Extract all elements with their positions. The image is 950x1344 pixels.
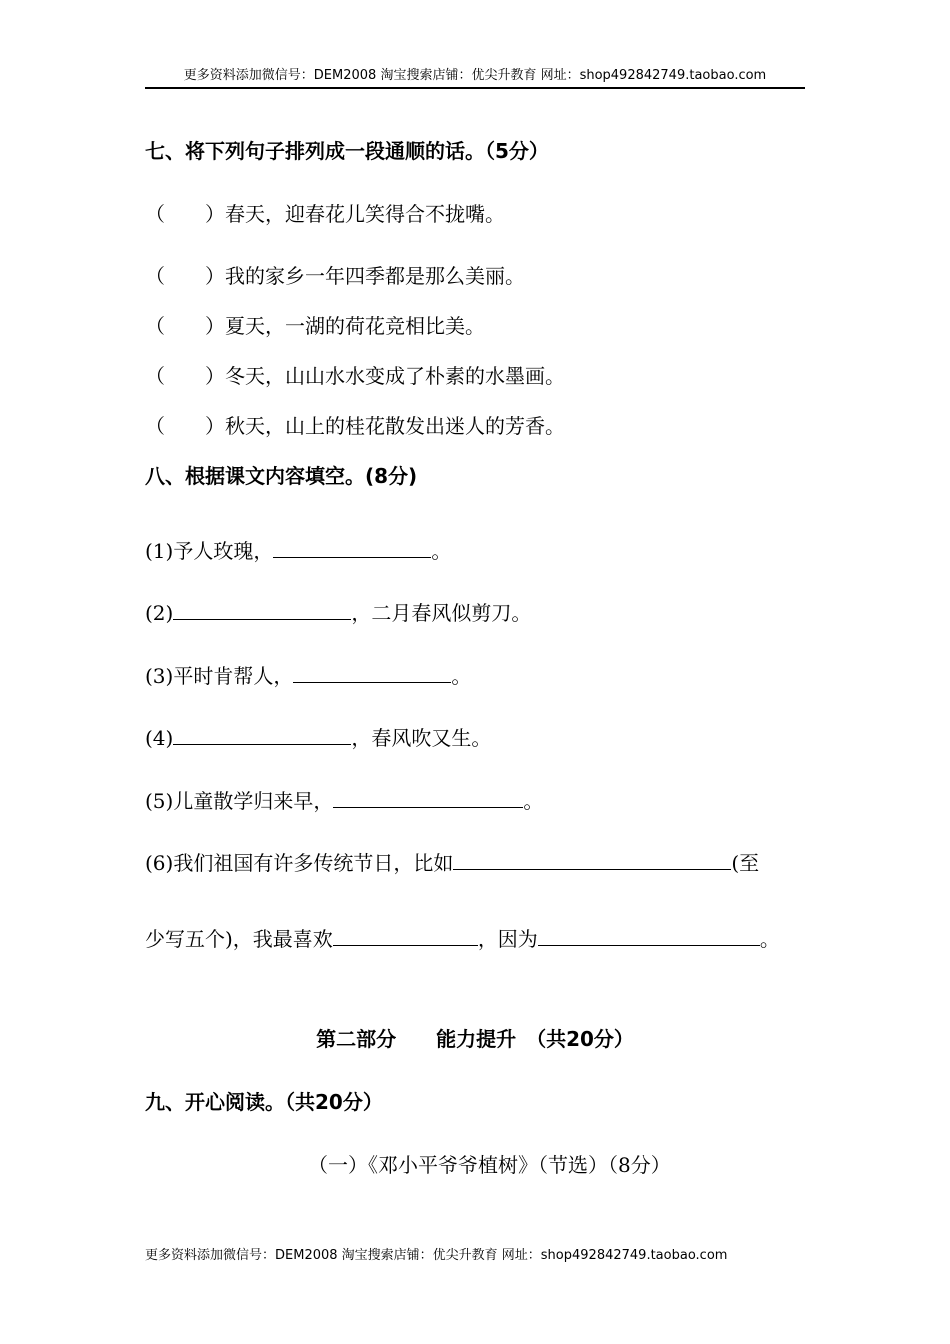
fill-in-question-5 — [145, 787, 543, 815]
fill-in-question-3 — [145, 662, 471, 690]
fill-in-question-4 — [145, 724, 491, 752]
reading-subtitle: （一）《邓小平爷爷植树》（节选）（8分） — [308, 1153, 671, 1177]
question-text: 。 — [759, 927, 780, 951]
question-text: (3)平时肯帮人， — [145, 664, 294, 688]
answer-blank[interactable] — [273, 537, 431, 558]
answer-paren[interactable]: （ ） — [145, 202, 225, 226]
page-footer — [145, 1247, 727, 1265]
sentence-text: 我的家乡一年四季都是那么美丽。 — [225, 264, 525, 288]
question-text: (5)儿童散学归来早， — [145, 789, 334, 813]
header-text: 更多资料添加微信号：DEM2008 淘宝搜索店铺：优尖升教育 网址：shop492842749.taobao.com — [183, 68, 767, 83]
list-item — [145, 200, 505, 228]
sentence-text: 冬天，山山水水变成了朴素的水墨画。 — [225, 364, 565, 388]
question-text: (至 — [731, 851, 760, 875]
sentence-text: 春天，迎春花儿笑得合不拢嘴。 — [225, 202, 505, 226]
answer-paren[interactable]: （ ） — [145, 314, 225, 338]
question-text: ，因为 — [477, 927, 538, 951]
answer-blank[interactable] — [173, 599, 351, 620]
answer-blank[interactable] — [333, 787, 523, 808]
section-7-title: 七、将下列句子排列成一段通顺的话。（5分） — [145, 139, 549, 163]
question-text: 。 — [451, 664, 472, 688]
question-text: 少写五个)，我最喜欢 — [145, 927, 333, 951]
fill-in-question-6-line-2 — [145, 925, 780, 953]
footer-text: 更多资料添加微信号：DEM2008 淘宝搜索店铺：优尖升教育 网址：shop492842749.taobao.com — [145, 1248, 728, 1263]
page-header — [145, 67, 805, 89]
part-2-title: 第二部分 能力提升 （共20分） — [316, 1027, 634, 1051]
question-text: (6)我们祖国有许多传统节日，比如 — [145, 851, 454, 875]
question-text: (4) — [145, 726, 174, 750]
list-item — [145, 362, 565, 390]
section-8-title: 八、根据课文内容填空。(8分) — [145, 464, 418, 488]
question-text: ，春风吹又生。 — [351, 726, 492, 750]
question-text: 。 — [431, 539, 452, 563]
section-9-title: 九、开心阅读。（共20分） — [145, 1090, 383, 1114]
answer-blank[interactable] — [453, 849, 731, 870]
answer-blank[interactable] — [173, 724, 351, 745]
list-item — [145, 262, 525, 290]
answer-blank[interactable] — [538, 925, 760, 946]
list-item — [145, 312, 485, 340]
sentence-text: 秋天，山上的桂花散发出迷人的芳香。 — [225, 414, 565, 438]
question-text: (1)予人玫瑰， — [145, 539, 274, 563]
fill-in-question-1 — [145, 537, 451, 565]
answer-blank[interactable] — [333, 925, 478, 946]
fill-in-question-2 — [145, 599, 531, 627]
answer-blank[interactable] — [293, 662, 451, 683]
question-text: ，二月春风似剪刀。 — [351, 601, 532, 625]
sentence-text: 夏天，一湖的荷花竞相比美。 — [225, 314, 485, 338]
answer-paren[interactable]: （ ） — [145, 264, 225, 288]
answer-paren[interactable]: （ ） — [145, 414, 225, 438]
answer-paren[interactable]: （ ） — [145, 364, 225, 388]
fill-in-question-6 — [145, 849, 759, 877]
list-item — [145, 412, 565, 440]
question-text: 。 — [523, 789, 544, 813]
question-text: (2) — [145, 601, 174, 625]
